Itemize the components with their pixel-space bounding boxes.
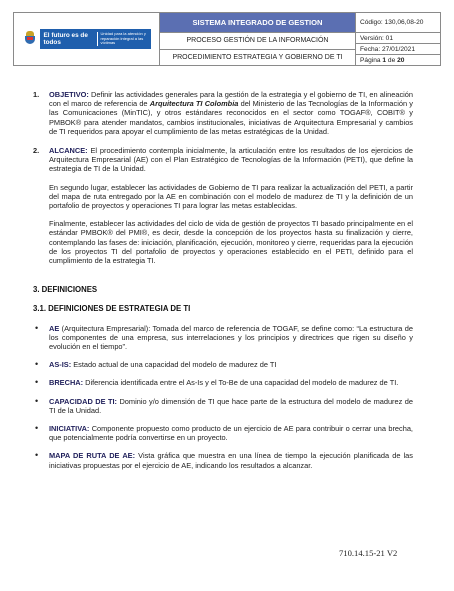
section-text: del Ministerio de las Tecnologías de la Información y las Comunicaciones (MinTIC), y otros estándares reconocidos en el sector como TOGAF®, COBIT® y PMBOK® para atender mandatos, cambios institucionales, iniciativas de Arquitectura Empresarial y cambios de TI requeridos para apoyar el cumplimiento de las metas estratégicas de la Unidad. [49,99,413,136]
definition-text: Dominio y/o dimensión de TI que hace parte de la estructura del modelo de madurez de TI de la Unidad. [49,396,413,415]
system-title: SISTEMA INTEGRADO DE GESTION [160,13,355,33]
logo-main-text: El futuro es de todos [43,32,88,46]
definition-item [33,397,413,415]
institution-logo [23,29,151,49]
definition-item [33,360,413,369]
document-code: Código: 130,06,08-20 [356,13,440,33]
section-alcance [33,146,413,174]
coat-of-arms-icon [23,31,37,47]
section-emphasis: Arquitectura TI Colombia [149,99,239,109]
definition-term: INICIATIVA: [49,424,90,434]
footer-code: 710.14.15-21 V2 [339,548,398,558]
document-date: Fecha: 27/01/2021 [356,43,440,54]
definition-term: CAPACIDAD DE TI: [49,396,118,406]
definition-item [33,424,413,442]
page-current: 1 [382,56,387,64]
logo-banner [40,29,151,49]
definition-text: Diferencia identificada entre el As-Is y el To-Be de una capacidad del modelo de madurez de TI. [83,378,399,388]
definition-term: MAPA DE RUTA DE AE: [49,451,136,461]
process-name: PROCESO GESTIÓN DE LA INFORMACIÓN [186,37,329,45]
definition-term: AS-IS: [49,360,72,370]
section-label: OBJETIVO: [49,90,89,99]
procedure-name: PROCEDIMIENTO ESTRATEGIA Y GOBIERNO DE TI [160,49,355,66]
header-title-cell [160,13,356,65]
definition-text: Componente propuesto como producto de un ejercicio de AE para contribuir o cerrar una brecha, que potencialmente podría convertirse en un proyecto. [49,424,413,443]
definition-item [33,451,413,469]
page-of: de [387,56,396,64]
logo-sub-text: Unidad para la atención y reparación integral a las víctimas [100,31,146,46]
scope-paragraph: En segundo lugar, establecer las actividades de Gobierno de TI para realizar la actualización del PETI, a partir del mapa de ruta entregado por la AE en combinación con el modelo de madurez de TI y la definición de un portafolio de proyectos y operaciones TI para lograr las metas establecidas. [49,182,413,211]
definition-item [33,324,413,352]
definition-term: AE [49,323,60,333]
section-number: 1. [33,90,40,99]
definition-text: Vista gráfica que muestra en una línea de tiempo la ejecución planificada de las iniciativas propuestas por el ejercicio de AE, indicando los resultados a alcanzar. [49,451,413,470]
definition-term: BRECHA: [49,378,84,388]
page-label: Página [360,56,381,64]
section-text: Definir las actividades generales para la gestión de la estrategia y el gobierno de TI, en alineación con el marco de referencia de [49,90,414,109]
definition-text: (Arquitectura Empresarial): Tomada del marco de referencia de TOGAF, se define como: “La estructura de los componentes de una empresa, sus interrelaciones y los principios y directrices que rigen su diseño y evolución en el tiempo”. [49,323,413,352]
definition-text: Estado actual de una capacidad del modelo de madurez de TI [71,360,277,370]
header-meta-cell [356,13,440,65]
section-text: El procedimiento contempla inicialmente, la articulación entre los resultados de los ejercicios de Arquitectura Empresarial (AE) con el Plan Estratégico de Tecnologías de la Información (PETI), que define la estrategia de TI de la Unidad. [49,146,414,174]
subsection-heading: 3.1. DEFINICIONES DE ESTRATEGIA DE TI [33,304,191,314]
section-label: ALCANCE: [49,146,88,156]
document-version: Versión: 01 [360,34,393,42]
document-body [33,90,413,470]
page-indicator [356,54,440,65]
document-header [13,12,441,66]
section-objetivo [33,90,413,136]
page-total: 20 [397,56,405,64]
header-logo-cell [14,13,160,65]
section-heading: 3. DEFINICIONES [33,285,98,295]
definition-item [33,378,413,387]
section-number: 2. [33,146,40,156]
scope-paragraph: Finalmente, establecer las actividades del ciclo de vida de gestión de proyectos TI basado principalmente en el estándar PMBOK® del PMI®, es decir, desde la concepción de los proyectos hasta su finalización y cierre, contemplando las fases de: iniciación, planificación, ejecución, monitoreo y cierre, requeridas para la ejecución de los proyectos TI del portafolio de proyectos y operaciones establecido en el PETI, definido para el cumplimiento de la estrategia TI. [49,219,413,266]
